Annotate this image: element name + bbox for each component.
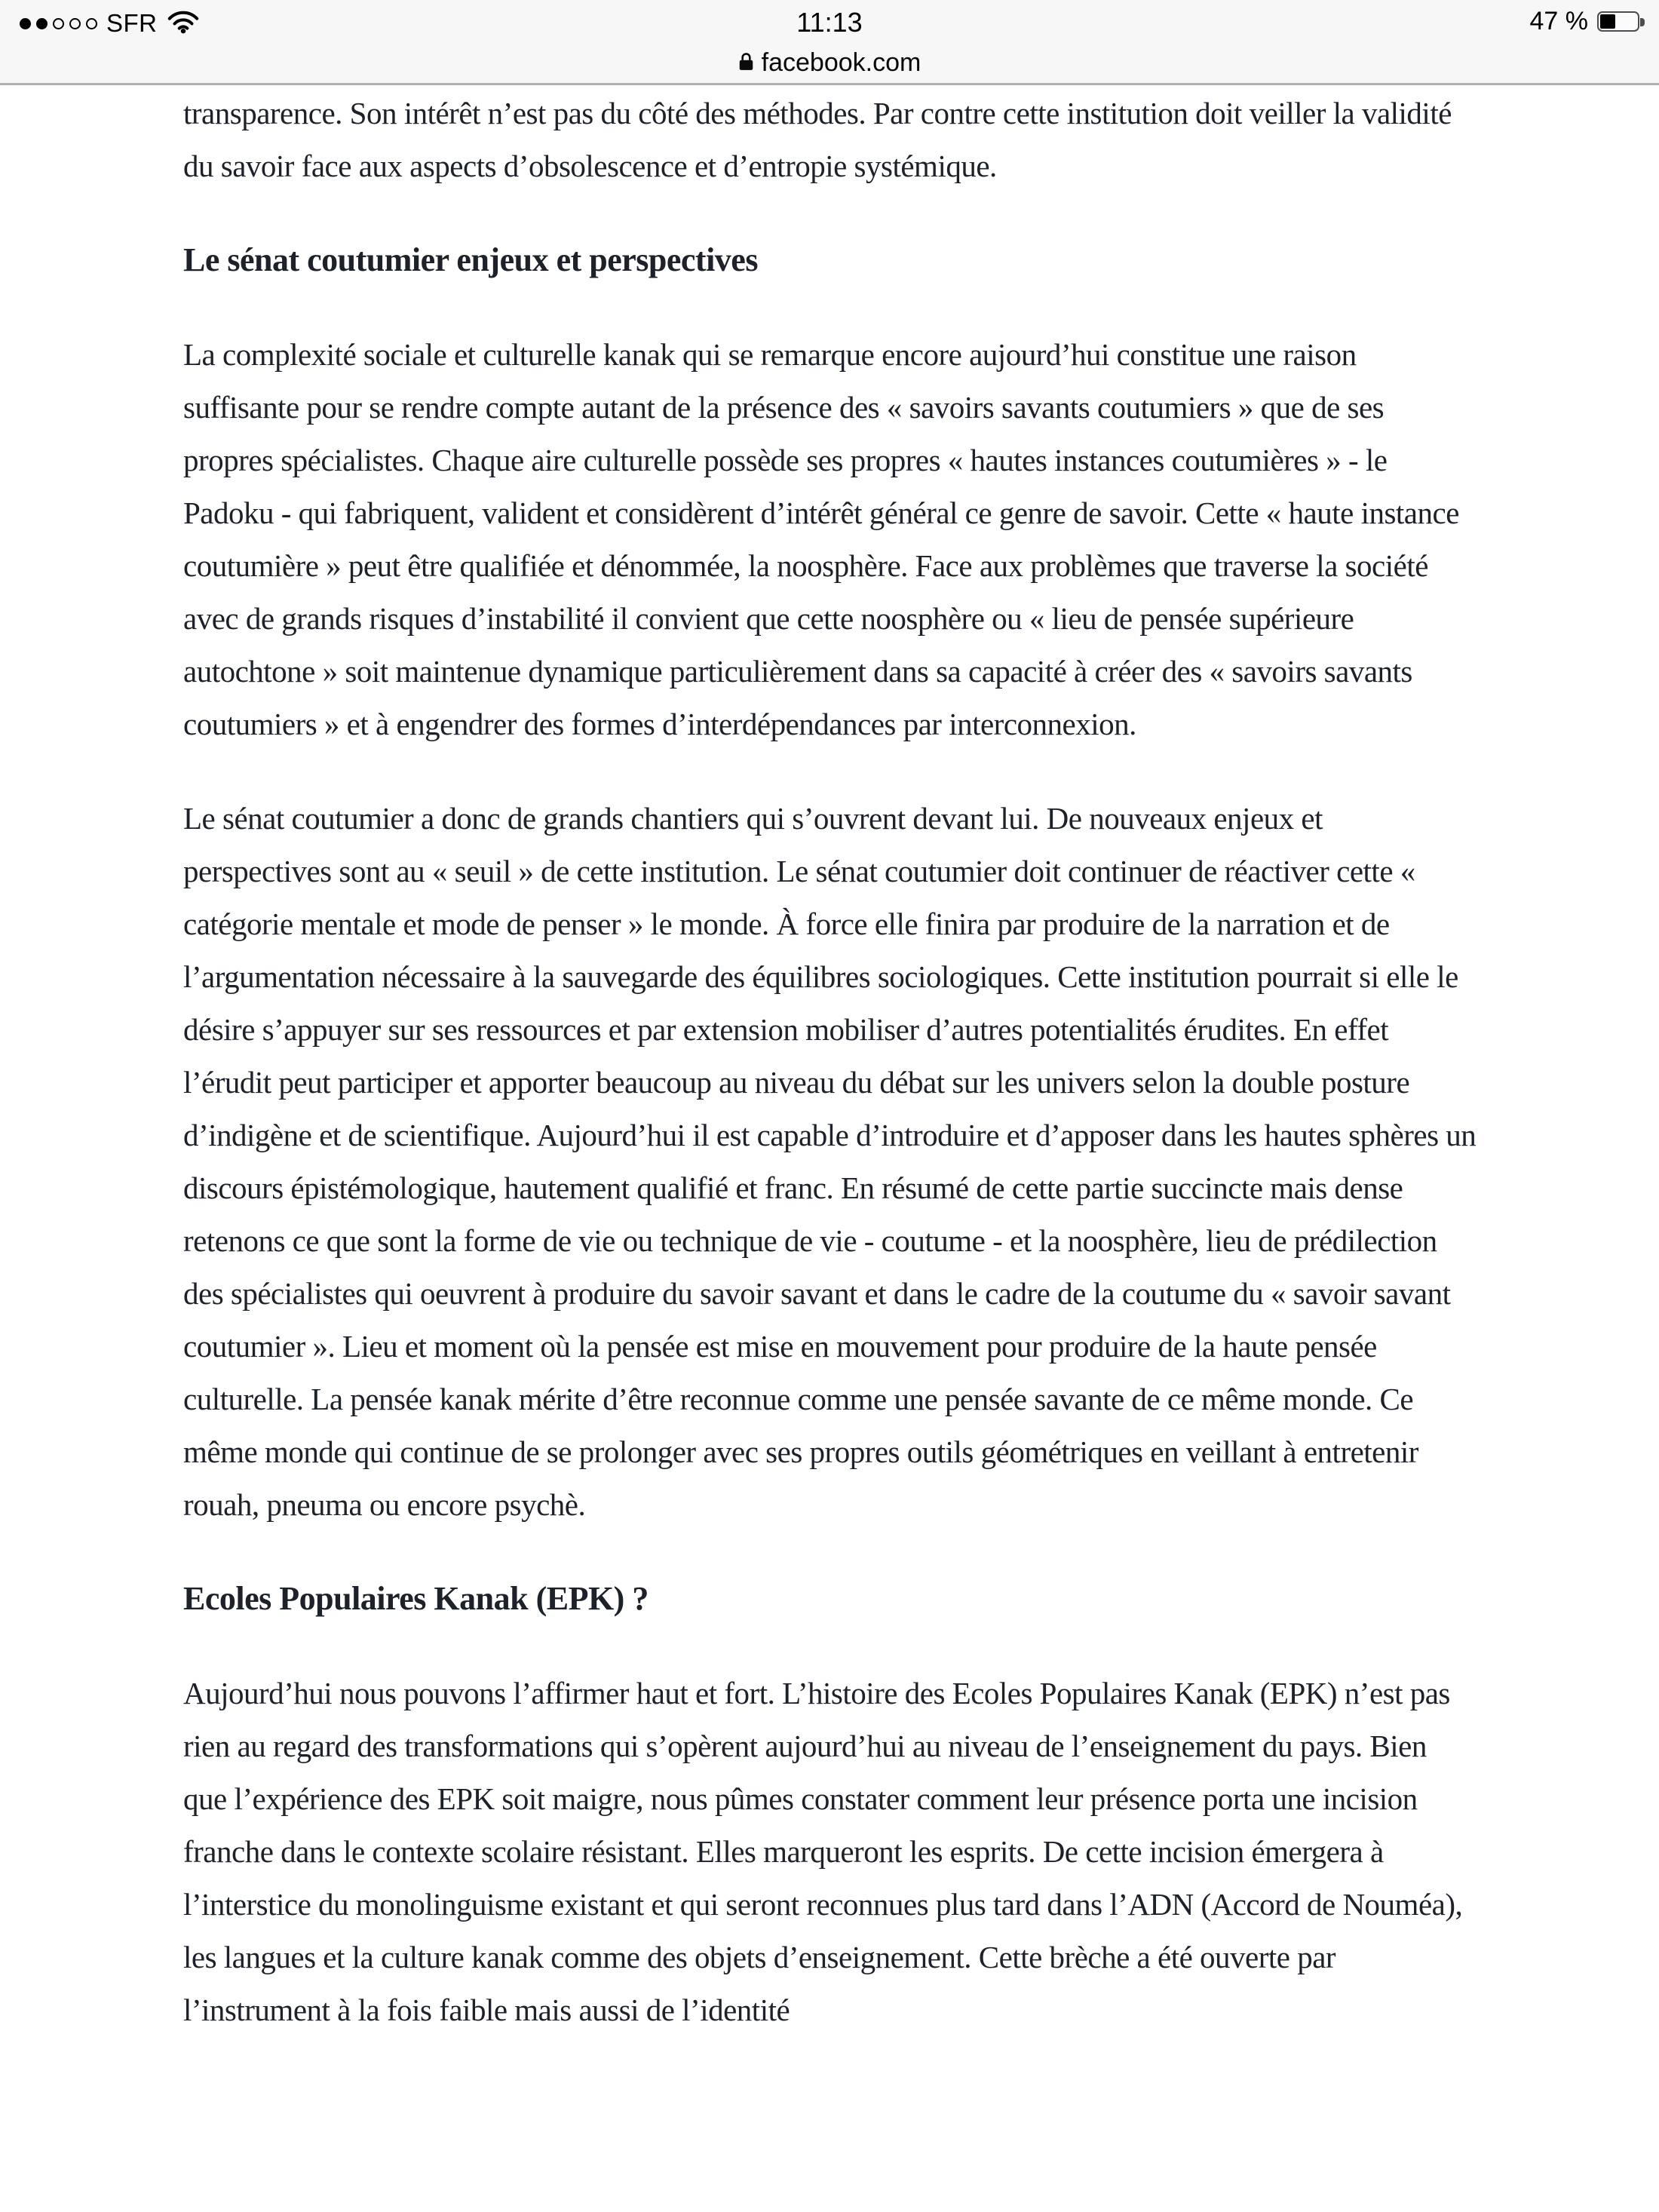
article-paragraph: La complexité sociale et culturelle kanak qui se remarque encore aujourd’hui constitue une raison suffisante pour se rendre compte autant de la présence des « savoirs savants coutumiers » que de ses propres spécialistes. Chaque aire culturelle possède ses propres « hautes instances coutumières » - le Padoku - qui fabriquent, valident et considèrent d’intérêt général ce genre de savoir. Cette « haute instance coutumière » peut être qualifiée et dénommée, la noosphère. Face aux problèmes que traverse la société avec de grands risques d’instabilité il convient que cette noosphère ou « lieu de pensée supérieure autochtone » soit maintenue dynamique particulièrement dans sa capacité à créer des « savoirs savants coutumiers » et à engendrer des formes d’interdépendances par interconnexion. <box>183 337 1459 741</box>
clock: 11:13 <box>796 7 863 38</box>
browser-chrome <box>0 0 1659 85</box>
battery-icon <box>1597 11 1639 32</box>
article-paragraph: transparence. Son intérêt n’est pas du côté des méthodes. Par contre cette institution doit veiller la validité du savoir face aux aspects d’obsolescence et d’entropie systémique. <box>183 96 1452 183</box>
address-bar[interactable] <box>0 42 1659 83</box>
url-text: facebook.com <box>761 48 921 77</box>
battery-fill <box>1600 14 1615 29</box>
article-heading: Ecoles Populaires Kanak (EPK) ? <box>183 1580 649 1617</box>
article-content <box>0 85 1659 2036</box>
carrier-label: SFR <box>106 9 158 37</box>
article-heading: Le sénat coutumier enjeux et perspectives <box>183 241 758 278</box>
battery-percent-label: 47 % <box>1529 7 1588 35</box>
article-paragraph: Le sénat coutumier a donc de grands chantiers qui s’ouvrent devant lui. De nouveaux enjeux et perspectives sont au « seuil » de cette institution. Le sénat coutumier doit continuer de réactiver cette « catégorie mentale et mode de penser » le monde. À force elle finira par produire de la narration et de l’argumentation nécessaire à la sauvegarde des équilibres sociologiques. Cette institution pourrait si elle le désire s’appuyer sur ses ressources et par extension mobiliser d’autres potentialités érudites. En effet l’érudit peut participer et apporter beaucoup au niveau du débat sur les univers selon la double posture d’indigène et de scientifique. Aujourd’hui il est capable d’introduire et d’apposer dans les hautes sphères un discours épistémologique, hautement qualifié et franc. En résumé de cette partie succincte mais dense retenons ce que sont la forme de vie ou technique de vie - coutume - et la noosphère, lieu de prédilection des spécialistes qui oeuvrent à produire du savoir savant et dans le cadre de la coutume du « savoir savant coutumier ». Lieu et moment où la pensée est mise en mouvement pour produire de la haute pensée culturelle. La pensée kanak mérite d’être reconnue comme une pensée savante de ce même monde. Ce même monde qui continue de se prolonger avec ses propres outils géométriques en veillant à entretenir rouah, pneuma ou encore psychè. <box>183 801 1477 1522</box>
lock-icon <box>738 49 754 78</box>
status-bar <box>0 0 1659 42</box>
article-paragraph: Aujourd’hui nous pouvons l’affirmer haut et fort. L’histoire des Ecoles Populaires Kanak (EPK) n’est pas rien au regard des transformations qui s’opèrent aujourd’hui au niveau de l’enseignement du pays. Bien que l’expérience des EPK soit maigre, nous pûmes constater comment leur présence porta une incision franche dans le contexte scolaire résistant. Elles marqueront les esprits. De cette incision émergera à l’interstice du monolinguisme existant et qui seront reconnues plus tard dans l’ADN (Accord de Nouméa), les langues et la culture kanak comme des objets d’enseignement. Cette brèche a été ouverte par l’instrument à la fois faible mais aussi de l’identité <box>183 1676 1463 2027</box>
